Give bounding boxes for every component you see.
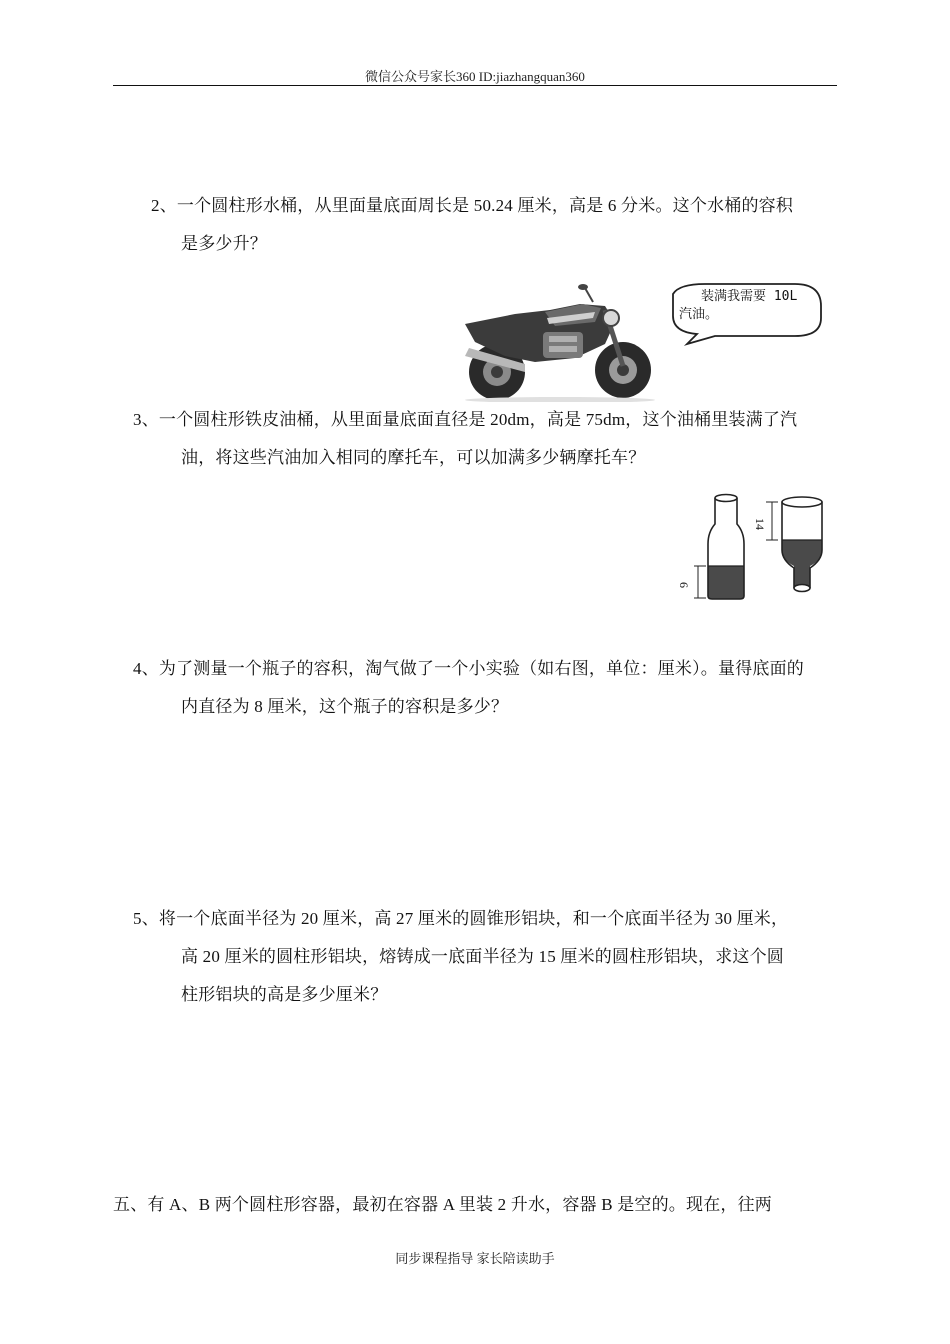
inverted-bottle xyxy=(782,497,822,592)
problem-3-line-2: 油，将这些汽油加入相同的摩托车，可以加满多少辆摩托车？ xyxy=(181,448,646,467)
motorcycle-image xyxy=(465,284,655,402)
speech-bubble xyxy=(673,284,821,344)
upright-bottle xyxy=(708,495,744,600)
bubble-line-2: 汽油。 xyxy=(679,307,719,322)
page-header: 微信公众号家长360 ID:jiazhangquan360 xyxy=(365,69,585,84)
motorcycle-figure xyxy=(455,282,835,402)
problem-4-line-2: 内直径为 8 厘米，这个瓶子的容积是多少？ xyxy=(181,697,509,716)
page-footer: 同步课程指导 家长陪读助手 xyxy=(395,1251,555,1266)
water-height-dimension xyxy=(677,566,706,598)
bubble-line-1: 装满我需要 10L xyxy=(701,289,798,304)
air-height-dimension xyxy=(753,502,778,540)
water-height-label: 6 xyxy=(677,582,691,588)
problem-2-line-2: 是多少升？ xyxy=(181,234,267,253)
section-5-line-1: 五、有 A、B 两个圆柱形容器，最初在容器 A 里装 2 升水，容器 B 是空的。现在，往两 xyxy=(113,1195,772,1214)
problem-2-line-1: 2、一个圆柱形水桶，从里面量底面周长是 50.24 厘米，高是 6 分米。这个水桶的容积 xyxy=(151,196,794,215)
header-divider xyxy=(113,85,837,86)
problem-4-line-1: 4、为了测量一个瓶子的容积，淘气做了一个小实验（如右图，单位：厘米）。量得底面的 xyxy=(133,659,804,678)
problem-3-line-1: 3、一个圆柱形铁皮油桶，从里面量底面直径是 20dm，高是 75dm，这个油桶里装满了汽 xyxy=(133,410,798,429)
bottle-figure xyxy=(670,488,840,603)
air-height-label: 14 xyxy=(753,518,767,530)
problem-5-line-1: 5、将一个底面半径为 20 厘米，高 27 厘米的圆锥形铝块，和一个底面半径为 30 厘米， xyxy=(133,909,789,928)
problem-5-line-2: 高 20 厘米的圆柱形铝块，熔铸成一底面半径为 15 厘米的圆柱形铝块，求这个圆 xyxy=(181,947,784,966)
problem-5-line-3: 柱形铝块的高是多少厘米？ xyxy=(181,985,388,1004)
